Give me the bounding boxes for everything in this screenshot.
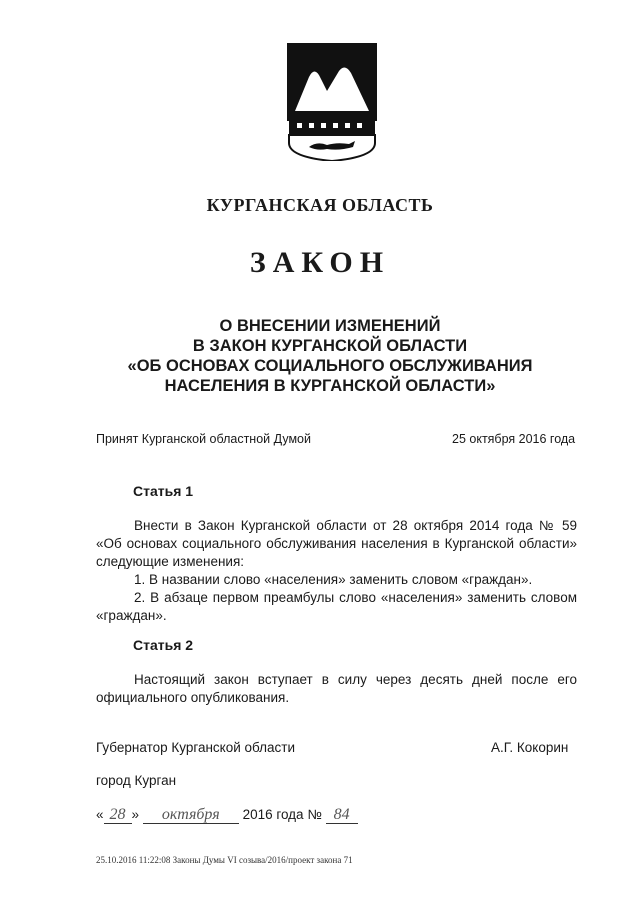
article-1-body <box>96 517 577 625</box>
signing-date-line <box>96 807 358 824</box>
region-title: КУРГАНСКАЯ ОБЛАСТЬ <box>206 195 434 215</box>
article-1-intro: Внести в Закон Курганской области от 28 октября 2014 года № 59 «Об основах социального обслуживания населения в Курганской области» следующие изменения: <box>96 518 577 569</box>
day-handwritten: 28 <box>104 807 132 824</box>
governor-name: А.Г. Кокорин <box>491 740 569 755</box>
article-1-heading: Статья 1 <box>133 483 194 499</box>
year-and-number-label: 2016 года № <box>242 807 322 822</box>
article-2-text: Настоящий закон вступает в силу через десять дней после его официального опубликования. <box>96 672 577 705</box>
law-subject-line: НАСЕЛЕНИЯ В КУРГАНСКОЙ ОБЛАСТИ» <box>164 377 496 395</box>
quote-close: » <box>131 807 140 822</box>
article-1-item-2: 2. В абзаце первом преамбулы слово «населения» заменить словом «граждан». <box>96 590 577 623</box>
governor-position: Губернатор Курганской области <box>96 740 296 755</box>
law-subject-line: О ВНЕСЕНИИ ИЗМЕНЕНИЙ <box>219 317 441 335</box>
adopted-date: 25 октября 2016 года <box>452 432 576 446</box>
article-2-body <box>96 671 577 707</box>
law-number-handwritten: 84 <box>326 807 358 824</box>
law-title: ЗАКОН <box>249 246 391 279</box>
law-subject <box>60 316 600 396</box>
adopted-by: Принят Курганской областной Думой <box>96 432 311 446</box>
quote-open: « <box>96 807 104 822</box>
law-subject-line: «ОБ ОСНОВАХ СОЦИАЛЬНОГО ОБСЛУЖИВАНИЯ <box>127 357 533 375</box>
article-2-heading: Статья 2 <box>133 637 194 653</box>
article-1-item-1: 1. В названии слово «населения» заменить словом «граждан». <box>134 572 533 587</box>
coat-of-arms-emblem <box>287 43 377 161</box>
document-footer: 25.10.2016 11:22:08 Законы Думы VI созыва/2016/проект закона 71 <box>96 855 353 865</box>
law-subject-line: В ЗАКОН КУРГАНСКОЙ ОБЛАСТИ <box>192 337 468 355</box>
city-of-signing: город Курган <box>96 773 177 788</box>
month-handwritten: октября <box>143 807 239 824</box>
